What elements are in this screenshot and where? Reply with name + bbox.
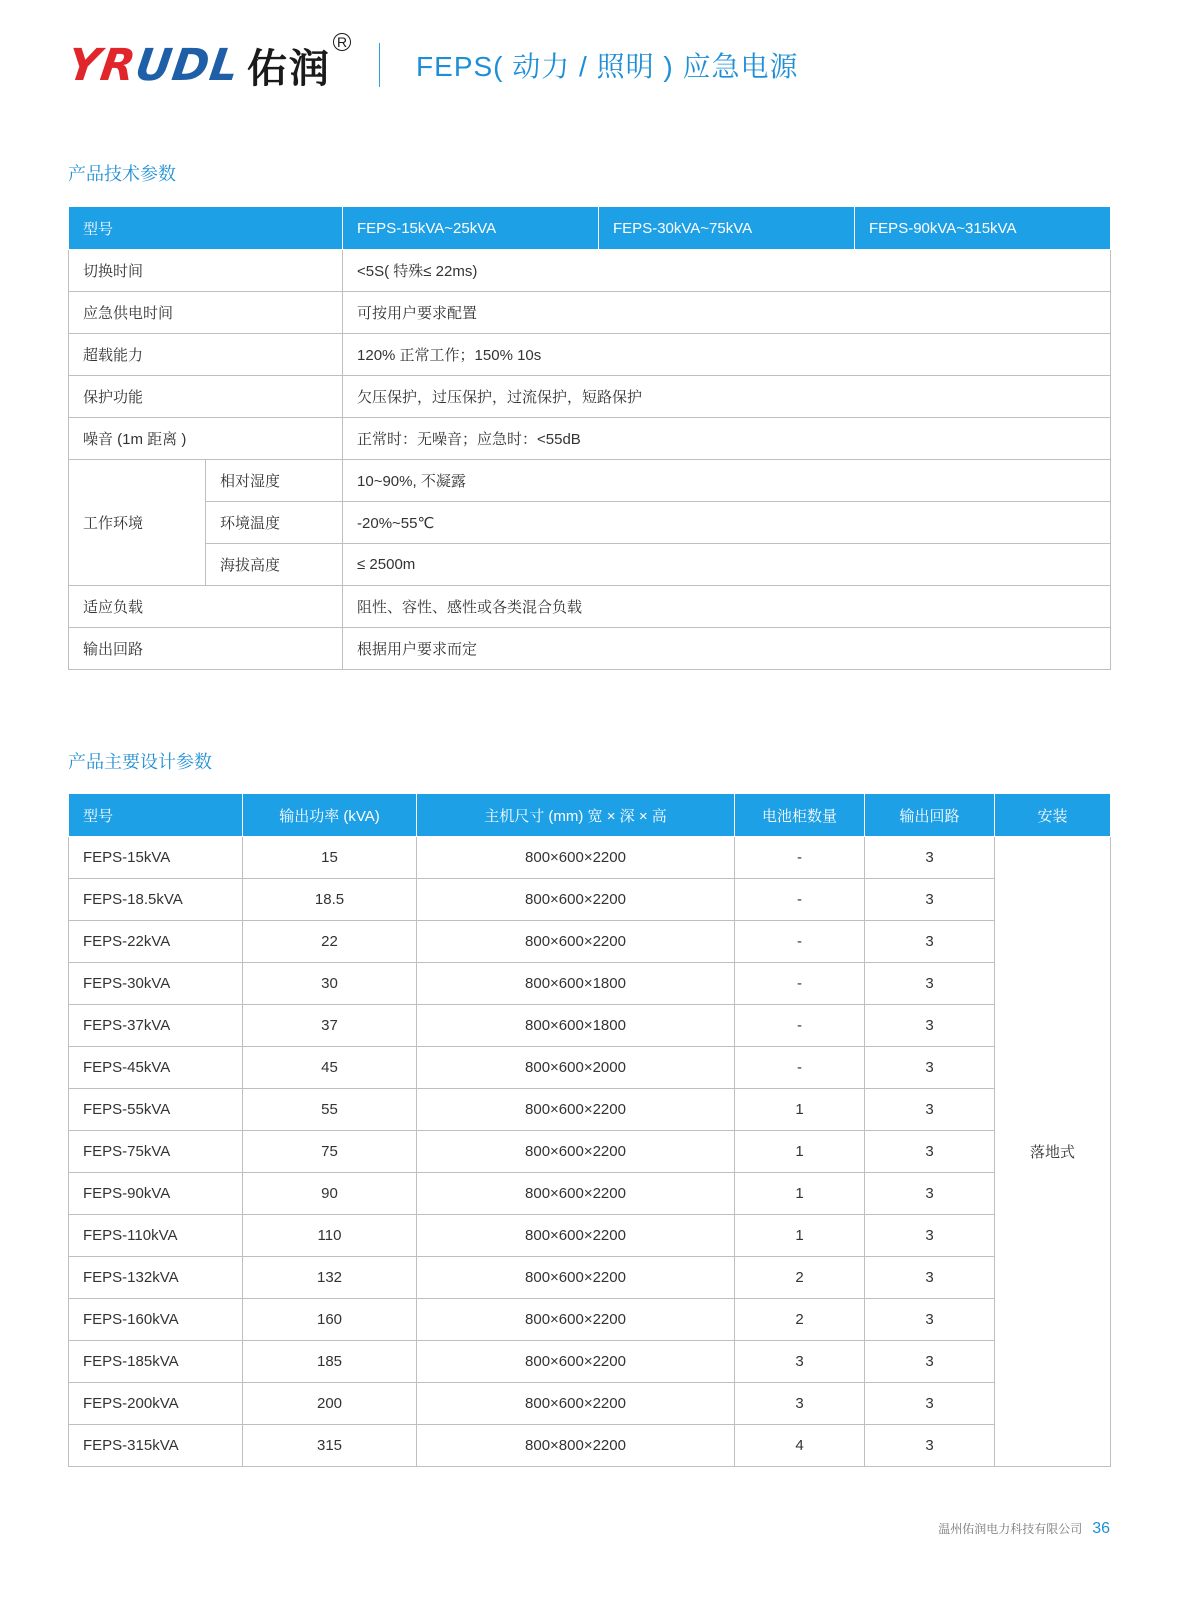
battery-cell: 2 bbox=[735, 1257, 865, 1299]
env-label: 工作环境 bbox=[69, 460, 206, 586]
table-row bbox=[69, 879, 1111, 921]
table-row bbox=[69, 1131, 1111, 1173]
row-value: 根据用户要求而定 bbox=[343, 628, 1111, 670]
table-row bbox=[69, 418, 1111, 460]
page-footer bbox=[938, 1520, 1110, 1538]
size-cell: 800×600×1800 bbox=[417, 1005, 735, 1047]
power-cell: 15 bbox=[243, 837, 417, 879]
header-cell: FEPS-90kVA~315kVA bbox=[855, 207, 1111, 250]
row-label: 超载能力 bbox=[69, 334, 343, 376]
header-cell: 型号 bbox=[69, 794, 243, 837]
power-cell: 30 bbox=[243, 963, 417, 1005]
power-cell: 18.5 bbox=[243, 879, 417, 921]
table-row bbox=[69, 1341, 1111, 1383]
page-header bbox=[64, 33, 799, 92]
output-cell: 3 bbox=[865, 1005, 995, 1047]
table-row bbox=[69, 334, 1111, 376]
size-cell: 800×600×2200 bbox=[417, 921, 735, 963]
model-cell: FEPS-132kVA bbox=[69, 1257, 243, 1299]
logo-cn: 佑润 bbox=[247, 45, 332, 92]
battery-cell: 3 bbox=[735, 1341, 865, 1383]
row-value: 10~90%, 不凝露 bbox=[343, 460, 1111, 502]
section-title-tech: 产品技术参数 bbox=[68, 164, 176, 184]
battery-cell: 4 bbox=[735, 1425, 865, 1467]
battery-cell: - bbox=[735, 879, 865, 921]
size-cell: 800×600×1800 bbox=[417, 963, 735, 1005]
power-cell: 200 bbox=[243, 1383, 417, 1425]
install-cell: 落地式 bbox=[995, 837, 1111, 1467]
table-row bbox=[69, 1173, 1111, 1215]
power-cell: 45 bbox=[243, 1047, 417, 1089]
header-cell: 输出功率 (kVA) bbox=[243, 794, 417, 837]
model-cell: FEPS-37kVA bbox=[69, 1005, 243, 1047]
header-cell: 电池柜数量 bbox=[735, 794, 865, 837]
row-value: ≤ 2500m bbox=[343, 544, 1111, 586]
row-label: 保护功能 bbox=[69, 376, 343, 418]
model-cell: FEPS-45kVA bbox=[69, 1047, 243, 1089]
output-cell: 3 bbox=[865, 1425, 995, 1467]
battery-cell: - bbox=[735, 837, 865, 879]
table-row bbox=[69, 502, 1111, 544]
power-cell: 37 bbox=[243, 1005, 417, 1047]
row-label: 适应负载 bbox=[69, 586, 343, 628]
output-cell: 3 bbox=[865, 879, 995, 921]
model-cell: FEPS-160kVA bbox=[69, 1299, 243, 1341]
tech-params-table bbox=[68, 206, 1111, 670]
table-header-row bbox=[69, 207, 1111, 250]
table-row bbox=[69, 837, 1111, 879]
model-cell: FEPS-30kVA bbox=[69, 963, 243, 1005]
size-cell: 800×600×2200 bbox=[417, 837, 735, 879]
page-number: 36 bbox=[1092, 1520, 1110, 1537]
row-value: 欠压保护，过压保护，过流保护，短路保护 bbox=[343, 376, 1111, 418]
battery-cell: 3 bbox=[735, 1383, 865, 1425]
battery-cell: 1 bbox=[735, 1215, 865, 1257]
output-cell: 3 bbox=[865, 1215, 995, 1257]
power-cell: 185 bbox=[243, 1341, 417, 1383]
table-row bbox=[69, 292, 1111, 334]
row-label: 噪音 (1m 距离 ) bbox=[69, 418, 343, 460]
table-row bbox=[69, 1215, 1111, 1257]
size-cell: 800×600×2200 bbox=[417, 1299, 735, 1341]
size-cell: 800×600×2200 bbox=[417, 1257, 735, 1299]
output-cell: 3 bbox=[865, 1299, 995, 1341]
page-title: FEPS( 动力 / 照明 ) 应急电源 bbox=[416, 51, 799, 82]
battery-cell: 1 bbox=[735, 1173, 865, 1215]
table-row bbox=[69, 544, 1111, 586]
table-row bbox=[69, 963, 1111, 1005]
output-cell: 3 bbox=[865, 1257, 995, 1299]
table-row bbox=[69, 1299, 1111, 1341]
table-row bbox=[69, 1425, 1111, 1467]
row-value: <5S( 特殊≤ 22ms) bbox=[343, 250, 1111, 292]
size-cell: 800×800×2200 bbox=[417, 1425, 735, 1467]
model-cell: FEPS-55kVA bbox=[69, 1089, 243, 1131]
model-cell: FEPS-18.5kVA bbox=[69, 879, 243, 921]
power-cell: 110 bbox=[243, 1215, 417, 1257]
size-cell: 800×600×2200 bbox=[417, 1341, 735, 1383]
output-cell: 3 bbox=[865, 1131, 995, 1173]
registered-icon: R bbox=[333, 33, 351, 51]
table-row bbox=[69, 250, 1111, 292]
row-value: 正常时：无噪音；应急时：<55dB bbox=[343, 418, 1111, 460]
model-cell: FEPS-185kVA bbox=[69, 1341, 243, 1383]
model-cell: FEPS-200kVA bbox=[69, 1383, 243, 1425]
power-cell: 55 bbox=[243, 1089, 417, 1131]
design-params-table bbox=[68, 793, 1111, 1467]
size-cell: 800×600×2200 bbox=[417, 1383, 735, 1425]
logo-latin: YRUDL bbox=[64, 39, 243, 91]
size-cell: 800×600×2200 bbox=[417, 1215, 735, 1257]
env-sub-label: 环境温度 bbox=[206, 502, 343, 544]
row-value: -20%~55℃ bbox=[343, 502, 1111, 544]
row-value: 可按用户要求配置 bbox=[343, 292, 1111, 334]
table-row bbox=[69, 586, 1111, 628]
model-cell: FEPS-22kVA bbox=[69, 921, 243, 963]
table-row bbox=[69, 1089, 1111, 1131]
battery-cell: 2 bbox=[735, 1299, 865, 1341]
env-sub-label: 海拔高度 bbox=[206, 544, 343, 586]
row-value: 120% 正常工作；150% 10s bbox=[343, 334, 1111, 376]
battery-cell: 1 bbox=[735, 1089, 865, 1131]
power-cell: 132 bbox=[243, 1257, 417, 1299]
table-row bbox=[69, 460, 1111, 502]
output-cell: 3 bbox=[865, 1173, 995, 1215]
output-cell: 3 bbox=[865, 1341, 995, 1383]
header-cell: 安装 bbox=[995, 794, 1111, 837]
model-cell: FEPS-90kVA bbox=[69, 1173, 243, 1215]
power-cell: 315 bbox=[243, 1425, 417, 1467]
table-row bbox=[69, 376, 1111, 418]
row-label: 输出回路 bbox=[69, 628, 343, 670]
model-cell: FEPS-110kVA bbox=[69, 1215, 243, 1257]
row-value: 阻性、容性、感性或各类混合负载 bbox=[343, 586, 1111, 628]
header-cell: FEPS-30kVA~75kVA bbox=[599, 207, 855, 250]
table-row bbox=[69, 628, 1111, 670]
output-cell: 3 bbox=[865, 1047, 995, 1089]
table-row bbox=[69, 1047, 1111, 1089]
size-cell: 800×600×2200 bbox=[417, 879, 735, 921]
battery-cell: - bbox=[735, 963, 865, 1005]
size-cell: 800×600×2200 bbox=[417, 1089, 735, 1131]
row-label: 切换时间 bbox=[69, 250, 343, 292]
battery-cell: - bbox=[735, 921, 865, 963]
table-row bbox=[69, 1257, 1111, 1299]
table-row bbox=[69, 1005, 1111, 1047]
output-cell: 3 bbox=[865, 921, 995, 963]
size-cell: 800×600×2200 bbox=[417, 1173, 735, 1215]
output-cell: 3 bbox=[865, 1089, 995, 1131]
power-cell: 160 bbox=[243, 1299, 417, 1341]
header-cell: 主机尺寸 (mm) 宽 × 深 × 高 bbox=[417, 794, 735, 837]
table-row bbox=[69, 921, 1111, 963]
model-cell: FEPS-75kVA bbox=[69, 1131, 243, 1173]
header-cell: 型号 bbox=[69, 207, 343, 250]
model-cell: FEPS-315kVA bbox=[69, 1425, 243, 1467]
model-cell: FEPS-15kVA bbox=[69, 837, 243, 879]
row-label: 应急供电时间 bbox=[69, 292, 343, 334]
battery-cell: 1 bbox=[735, 1131, 865, 1173]
header-cell: 输出回路 bbox=[865, 794, 995, 837]
footer-company: 温州佑润电力科技有限公司 bbox=[938, 1522, 1083, 1536]
section-title-design: 产品主要设计参数 bbox=[68, 752, 212, 772]
power-cell: 90 bbox=[243, 1173, 417, 1215]
output-cell: 3 bbox=[865, 1383, 995, 1425]
table-row bbox=[69, 1383, 1111, 1425]
output-cell: 3 bbox=[865, 963, 995, 1005]
header-divider bbox=[379, 43, 380, 87]
power-cell: 75 bbox=[243, 1131, 417, 1173]
output-cell: 3 bbox=[865, 837, 995, 879]
table-header-row bbox=[69, 794, 1111, 837]
battery-cell: - bbox=[735, 1005, 865, 1047]
env-sub-label: 相对湿度 bbox=[206, 460, 343, 502]
brand-logo bbox=[64, 33, 351, 94]
header-cell: FEPS-15kVA~25kVA bbox=[343, 207, 599, 250]
battery-cell: - bbox=[735, 1047, 865, 1089]
size-cell: 800×600×2000 bbox=[417, 1047, 735, 1089]
power-cell: 22 bbox=[243, 921, 417, 963]
size-cell: 800×600×2200 bbox=[417, 1131, 735, 1173]
